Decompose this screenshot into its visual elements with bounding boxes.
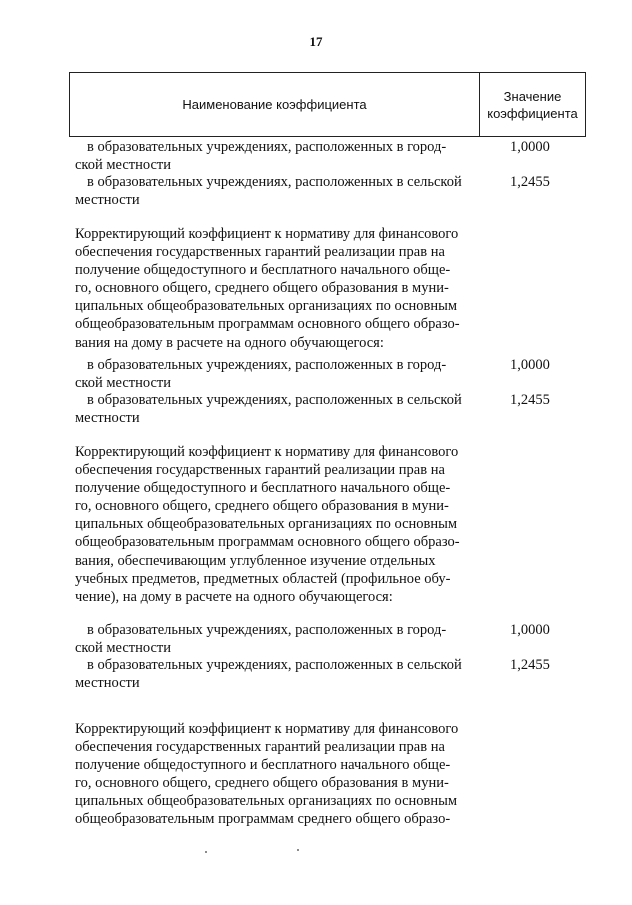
row-name-line1: в образовательных учреждениях, расположенных в сельской — [87, 657, 462, 673]
paragraph-line: ципальных общеобразовательных организациях по основным — [75, 298, 458, 315]
paragraph-line: ципальных общеобразовательных организациях по основным — [75, 516, 458, 533]
row-name — [75, 174, 475, 209]
row-name-line2: местности — [75, 674, 140, 691]
table-row — [75, 392, 595, 427]
table-header — [69, 72, 586, 137]
row-name — [75, 657, 475, 692]
paragraph-line: учебных предметов, предметных областей (профильное обу- — [75, 570, 451, 587]
paragraph-line: обеспечения государственных гарантий реализации прав на — [75, 739, 445, 756]
row-name-line2: ской местности — [75, 374, 172, 391]
paragraph-line: чение), на дому в расчете на одного обучающегося: — [75, 588, 393, 605]
paragraph-line: вания на дому в расчете на одного обучающегося: — [75, 334, 384, 351]
column-header-value-line2: коэффициента — [487, 105, 578, 121]
row-name-line1: в образовательных учреждениях, расположенных в город- — [87, 357, 447, 373]
table-row — [75, 657, 595, 692]
row-name-line1: в образовательных учреждениях, расположенных в сельской — [87, 174, 462, 190]
paragraph-line: Корректирующий коэффициент к нормативу для финансового — [75, 721, 459, 737]
row-name-line1: в образовательных учреждениях, расположенных в город- — [87, 139, 447, 155]
paragraph-line: Корректирующий коэффициент к нормативу для финансового — [75, 226, 459, 242]
row-name-line1: в образовательных учреждениях, расположенных в город- — [87, 622, 447, 638]
paragraph-line: получение общедоступного и бесплатного начального обще- — [75, 480, 451, 497]
paragraph-line: Корректирующий коэффициент к нормативу для финансового — [75, 444, 459, 460]
row-value: 1,2455 — [510, 174, 550, 190]
paragraph-line: общеобразовательным программам среднего общего образо- — [75, 811, 451, 828]
column-header-value — [480, 73, 585, 136]
paragraph-line: го, основного общего, среднего общего образования в муни- — [75, 280, 449, 297]
table-row — [75, 622, 595, 657]
row-name-line2: местности — [75, 409, 140, 426]
paragraph-line: обеспечения государственных гарантий реализации прав на — [75, 244, 445, 261]
paragraph-line: ципальных общеобразовательных организациях по основным — [75, 793, 458, 810]
row-value: 1,2455 — [510, 392, 550, 408]
paragraph-line: го, основного общего, среднего общего образования в муни- — [75, 498, 449, 515]
row-name — [75, 392, 475, 427]
table-row — [75, 174, 595, 209]
row-name — [75, 622, 475, 657]
scan-speck — [205, 851, 207, 853]
column-header-name: Наименование коэффициента — [70, 73, 480, 136]
row-name — [75, 139, 475, 174]
coefficient-description — [75, 225, 475, 352]
paragraph-line: общеобразовательным программам основного общего образо- — [75, 534, 460, 551]
row-value: 1,0000 — [510, 357, 550, 373]
paragraph-line: получение общедоступного и бесплатного начального обще- — [75, 262, 451, 279]
coefficient-description — [75, 443, 475, 606]
row-name — [75, 357, 475, 392]
paragraph-line: общеобразовательным программам основного общего образо- — [75, 316, 460, 333]
column-header-value-line1: Значение — [503, 88, 562, 104]
row-name-line2: ской местности — [75, 156, 172, 173]
row-value: 1,2455 — [510, 657, 550, 673]
table-row — [75, 139, 595, 174]
page-number: 17 — [309, 34, 323, 49]
row-name-line2: ской местности — [75, 639, 172, 656]
paragraph-line: вания, обеспечивающим углубленное изучение отдельных — [75, 552, 436, 569]
table-row — [75, 357, 595, 392]
paragraph-line: го, основного общего, среднего общего образования в муни- — [75, 775, 449, 792]
paragraph-line: получение общедоступного и бесплатного начального обще- — [75, 757, 451, 774]
row-value: 1,0000 — [510, 622, 550, 638]
scan-speck — [297, 849, 299, 851]
row-value: 1,0000 — [510, 139, 550, 155]
row-name-line1: в образовательных учреждениях, расположенных в сельской — [87, 392, 462, 408]
coefficient-description — [75, 720, 475, 829]
paragraph-line: обеспечения государственных гарантий реализации прав на — [75, 462, 445, 479]
row-name-line2: местности — [75, 191, 140, 208]
